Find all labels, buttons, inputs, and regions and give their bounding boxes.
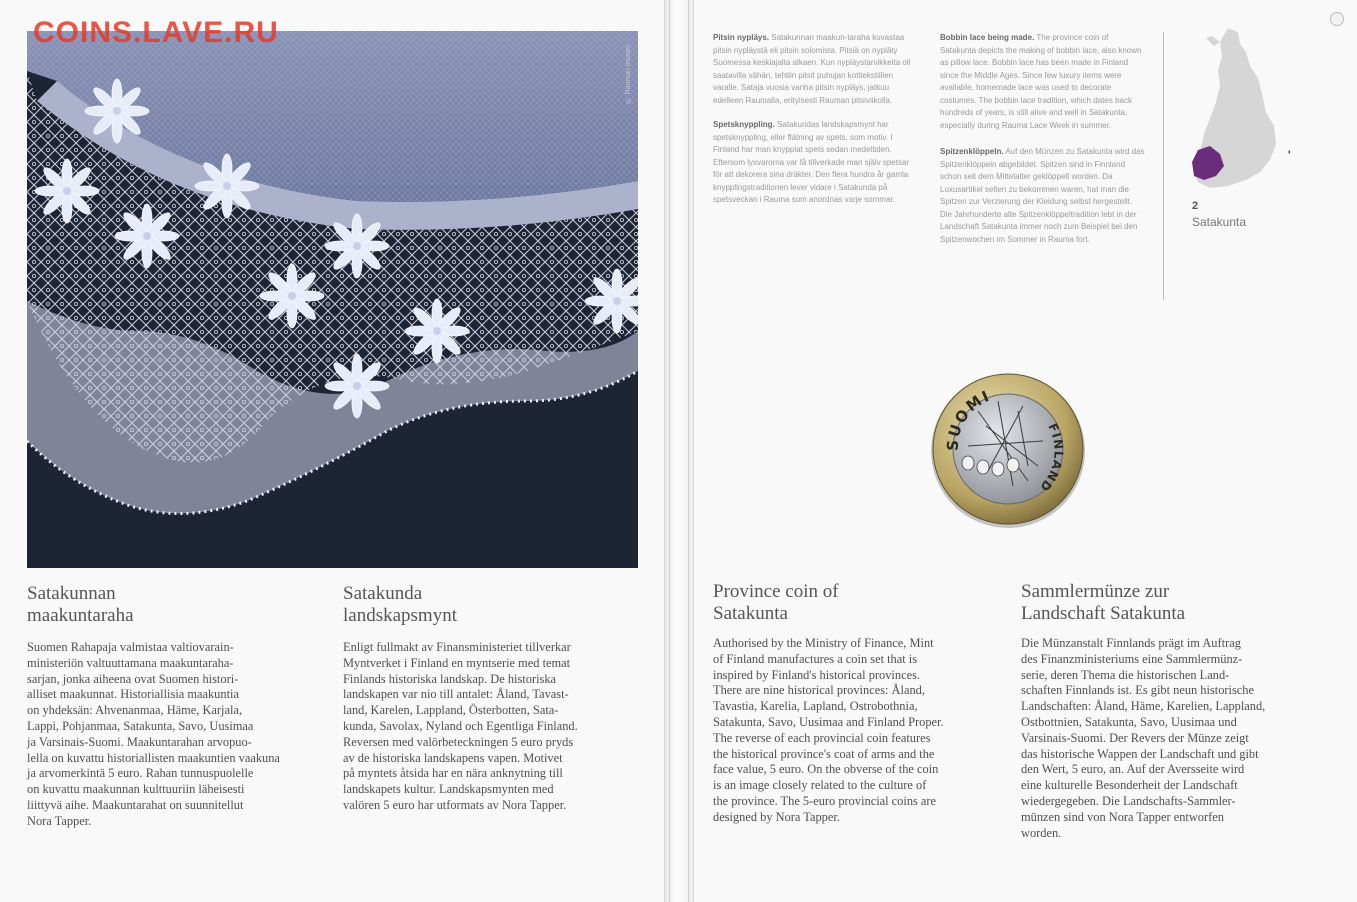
body-fi: Suomen Rahapaja valmistaa valtiovarain- ministeriön valtuuttamana maakuntaraha- sarjan, jonka aiheena ovat Suomen histori- alliset maakunnat. Historiallisia maakuntia on yhdeksän: Ahvenanmaa, Häme, Karjala, Lappi, Pohjanmaa, Satakunta, Savo, Uusimaa ja Varsinais-Suomi. Maakuntarahan arvopuo- lella on kuvattu historiallisten maakuntien vaakuna ja arvomerkintä 5 euro. Rahan tunnuspuolelle on kuvattu maakunnan kulttuuriin läheisesti liittyvä aihe. Maakuntarahat on suunnitellut Nora Tapper. — [27, 640, 280, 828]
small-text-de: Spitzenklöppeln. Auf den Münzen zu Satakunta wird das Spitzenklöppeln abgebildet. Spitzen sind in Finnland schon seit dem Mittelalter geklöppelt worden. Da Luxusartikel selten zu bekommen waren, hat man die Spitzen zur Verzierung der Kleidung selbst hergestellt. Die Jahrhunderte alte Spitzenklöppeltradition lebt in der Landschaft Satakunta immer noch zum Beispiel bei den Spitzenwochen im Sommer in Rauma fort. — [940, 147, 1145, 244]
coin-top-text: SUOMI — [943, 386, 994, 452]
map-label: Satakunta — [1192, 215, 1247, 229]
divider — [1163, 32, 1164, 300]
lace-illustration — [27, 31, 638, 568]
small-text-column-2 — [940, 32, 1145, 254]
small-text-sv: Spetsknyppling. Satakundas landskapsmynt har spetsknyppling, eller flätning av spets, som motiv. I Finland har man knypplat spets sedan medeltiden. Eftersom lyxvarorna var få tillverkade man själv spetsar för att dekorera sina dräkter. Den flera hundra år gamla knypplingstraditionen lever vidare i Satakunda på spetsveckan i Rauma som anordnas varje sommar. — [713, 120, 910, 204]
coin-side-text: FINLAND — [1036, 421, 1066, 495]
finland-map — [1180, 26, 1290, 196]
corner-mark — [1330, 12, 1344, 26]
watermark: COINS.LAVE.RU — [33, 16, 279, 49]
small-text-fi: Pitsin nypläys. Satakunnan maakun-taraha kuvastaa pitsin nypläystä eli pitsin solomista. Pitsiä on nypläty Suomessa keskiajalta alkaen. Kun nypläystarvikkeita oli saatavilla vähän, tehtiin pitsit puhujan kotitekstiilien varalle. Sataja vuosia vanha pitsin nypläys, jatkuu edelleen Raumalla, erityisesti Rauman pitsiviikolla. — [713, 33, 911, 105]
lace-photo — [27, 31, 638, 568]
heading-fi: Satakunnan maakuntaraha — [27, 583, 134, 626]
body-en: Authorised by the Ministry of Finance, Mint of Finland manufactures a coin set that is inspired by Finland's historical provinces. There are nine historical provinces: Åland, Tavastia, Karelia, Lapland, Ostrobothnia, Satakunta, Savo, Uusimaa and Finland Proper. The reverse of each provincial coin features the historical province's coat of arms and the face value, 5 euro. On the obverse of the coin is an image closely related to the culture of the province. The 5-euro provincial coins are designed by Nora Tapper. — [713, 636, 944, 824]
heading-de: Sammlermünze zur Landschaft Satakunta — [1021, 581, 1186, 624]
left-page — [0, 0, 665, 902]
heading-sv: Satakunda landskapsmynt — [343, 583, 457, 626]
small-text-en: Bobbin lace being made. The province coin of Satakunta depicts the making of bobbin lace, also known as pillow lace. Bobbin lace has been made in Finland since the Middle Ages. Since few luxury items were available, homemade lace was used to decorate costumes. The bobbin lace tradition, which dates back hundreds of years, is still alive and well in Satakunta, especially during Rauma Lace Week in summer. — [940, 33, 1142, 130]
small-text-column-1 — [713, 32, 913, 215]
map-number: 2 — [1192, 200, 1199, 212]
photo-credit: © Rauman museo — [625, 45, 632, 104]
body-sv: Enligt fullmakt av Finansministeriet tillverkar Myntverket i Finland en myntserie med temat Finlands historiska landskap. De historiska landskapen var nio till antalet: Åland, Tavast- land, Karelen, Lappland, Österbotten, Sata- kunda, Savolax, Nyland och Egentliga Finland. Reversen med valörbeteckningen 5 euro pryds av de historiska landskapens vapen. Motivet på myntets åtsida har en nära anknytning till landskapets kultur. Landskapsmynten med valören 5 euro har utformats av Nora Tapper. — [343, 640, 578, 812]
book-spine — [665, 0, 693, 902]
coin — [928, 371, 1088, 531]
body-de: Die Münzanstalt Finnlands prägt im Auftrag des Finanzministeriums eine Sammlermünz- serie, deren Thema die historischen Land- schaften Finnlands ist. Es gibt neun historische Landschaften: Åland, Häme, Karelien, Lappland, Ostbottnien, Satakunta, Savo, Uusimaa und Varsinais-Suomi. Der Revers der Münze zeigt das historische Wappen der Landschaft und gibt den Wert, 5 euro, an. Auf der Aversseite wird eine kulturelle Besonderheit der Landschaft wiedergegeben. Die Landschafts-Sammler- münzen sind von Nora Tapper entworfen worden. — [1021, 636, 1266, 840]
heading-en: Province coin of Satakunta — [713, 581, 839, 624]
